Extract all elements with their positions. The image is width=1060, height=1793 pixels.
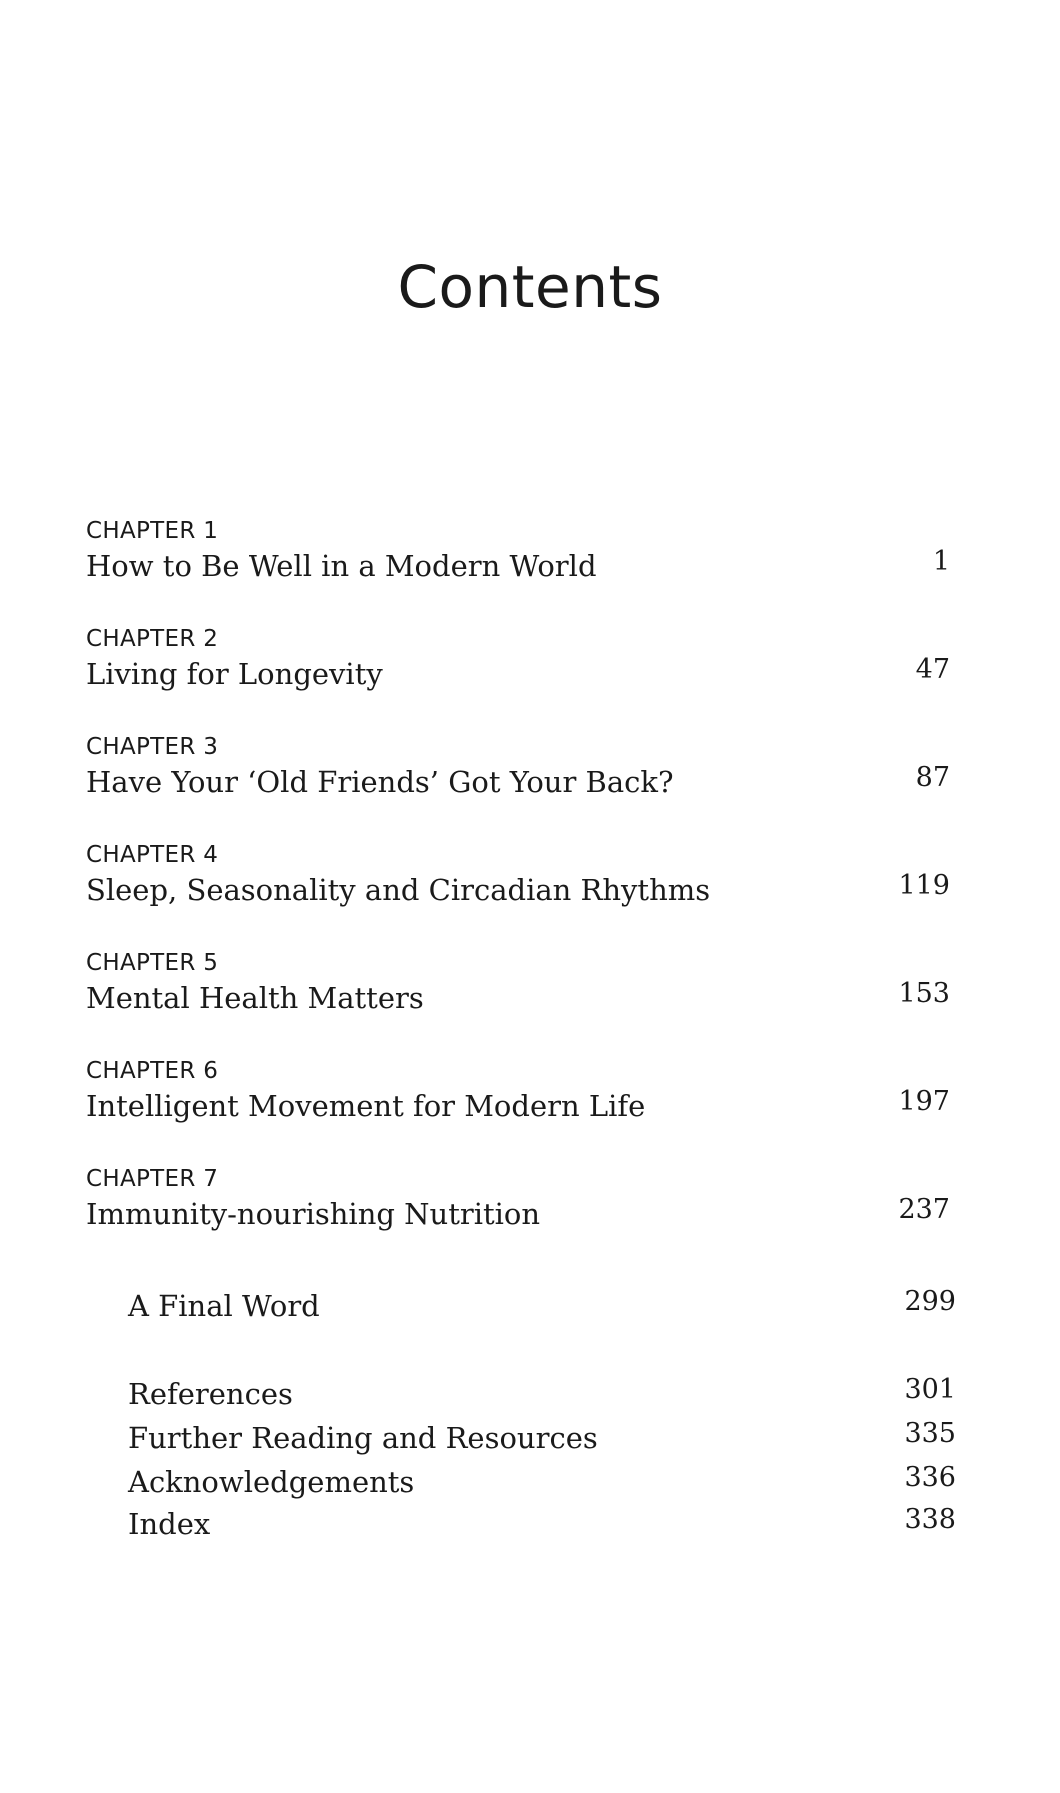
chapter-page-number: 197 — [898, 1086, 950, 1117]
chapter-row — [86, 978, 950, 1018]
toc-final-word[interactable] — [128, 1286, 956, 1326]
chapter-label: CHAPTER 2 — [86, 626, 219, 652]
back-matter-page-number: 335 — [904, 1418, 956, 1449]
back-matter-page-number: 338 — [904, 1504, 956, 1535]
back-matter-title: References — [128, 1377, 293, 1411]
chapter-row — [86, 870, 950, 910]
chapter-row — [86, 654, 950, 694]
chapter-title: Mental Health Matters — [86, 981, 424, 1015]
toc-chapter-4[interactable] — [86, 840, 950, 910]
toc-chapter-3[interactable] — [86, 732, 950, 802]
chapter-label: CHAPTER 7 — [86, 1166, 219, 1192]
chapter-page-number: 237 — [898, 1194, 950, 1225]
chapter-title: Sleep, Seasonality and Circadian Rhythms — [86, 873, 711, 907]
chapter-row — [86, 762, 950, 802]
back-matter-title: A Final Word — [128, 1289, 320, 1323]
toc-acknowledgements[interactable] — [128, 1462, 956, 1502]
chapter-row — [86, 1194, 950, 1234]
toc-references[interactable] — [128, 1374, 956, 1414]
toc-chapter-1[interactable] — [86, 516, 950, 586]
back-matter-title: Index — [128, 1507, 211, 1541]
toc-chapter-2[interactable] — [86, 624, 950, 694]
chapter-label: CHAPTER 5 — [86, 950, 219, 976]
chapter-page-number: 153 — [898, 978, 950, 1009]
chapter-title: Intelligent Movement for Modern Life — [86, 1089, 646, 1123]
chapter-label: CHAPTER 1 — [86, 518, 219, 544]
chapter-row — [86, 1086, 950, 1126]
toc-further-reading[interactable] — [128, 1418, 956, 1458]
chapter-title: Have Your ‘Old Friends’ Got Your Back? — [86, 765, 674, 799]
back-matter-page-number: 301 — [904, 1374, 956, 1405]
back-matter-page-number: 336 — [904, 1462, 956, 1493]
back-matter-title: Acknowledgements — [128, 1465, 415, 1499]
toc-chapter-7[interactable] — [86, 1164, 950, 1234]
toc-chapter-5[interactable] — [86, 948, 950, 1018]
chapter-title: How to Be Well in a Modern World — [86, 549, 597, 583]
toc-chapter-6[interactable] — [86, 1056, 950, 1126]
chapter-title: Living for Longevity — [86, 657, 383, 691]
chapter-row — [86, 546, 950, 586]
page-title: Contents — [397, 253, 663, 321]
chapter-page-number: 119 — [898, 870, 950, 901]
toc-index[interactable] — [128, 1504, 956, 1544]
back-matter-page-number: 299 — [904, 1286, 956, 1317]
back-matter-title: Further Reading and Resources — [128, 1421, 598, 1455]
chapter-label: CHAPTER 3 — [86, 734, 219, 760]
chapter-title: Immunity-nourishing Nutrition — [86, 1197, 541, 1231]
chapter-label: CHAPTER 6 — [86, 1058, 219, 1084]
chapter-page-number: 1 — [932, 546, 950, 577]
chapter-page-number: 87 — [915, 762, 950, 793]
chapter-label: CHAPTER 4 — [86, 842, 219, 868]
chapter-page-number: 47 — [915, 654, 950, 685]
